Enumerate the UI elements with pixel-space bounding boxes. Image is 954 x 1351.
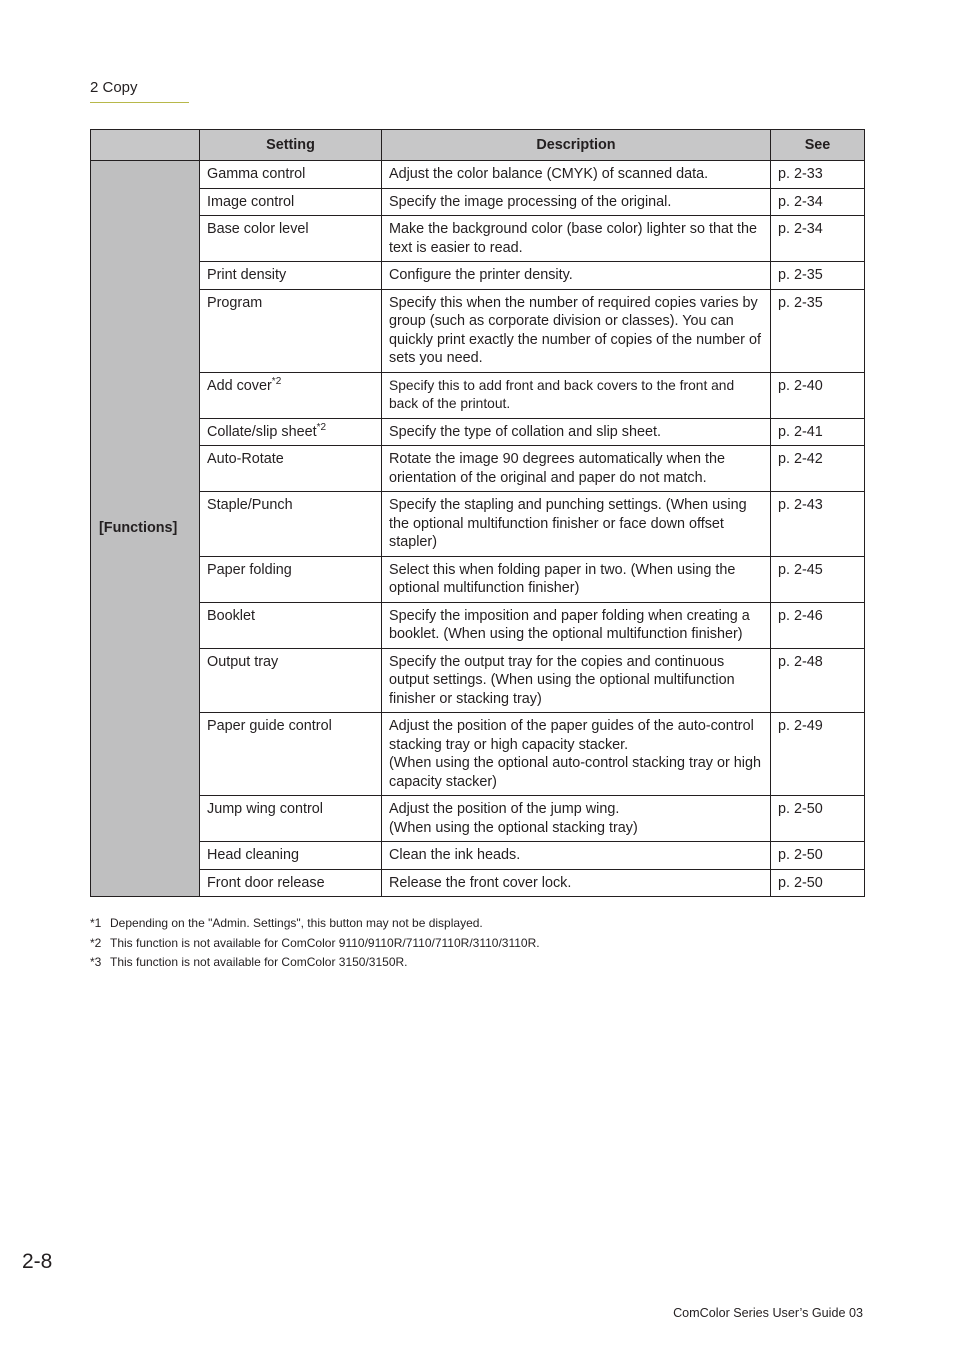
see-page-cell: p. 2-41	[771, 418, 865, 446]
see-page-cell: p. 2-50	[771, 796, 865, 842]
see-page-cell: p. 2-35	[771, 262, 865, 290]
setting-cell	[200, 602, 382, 648]
setting-name: Paper guide control	[207, 718, 332, 734]
footnote-text: This function is not available for ComColor 9110/9110R/7110/7110R/3110/3110R.	[110, 935, 540, 950]
description-cell: Make the background color (base color) lighter so that the text is easier to read.	[382, 216, 771, 262]
table-row	[91, 188, 865, 216]
description-cell: Specify the image processing of the original.	[382, 188, 771, 216]
functions-settings-table	[90, 129, 865, 897]
setting-name: Base color level	[207, 221, 309, 237]
table-header-row	[91, 130, 865, 161]
setting-name: Add cover	[207, 377, 272, 394]
footnote-mark: *1	[90, 916, 102, 930]
see-page-cell: p. 2-42	[771, 446, 865, 492]
see-page-cell: p. 2-49	[771, 713, 865, 796]
table-row	[91, 446, 865, 492]
setting-name: Image control	[207, 193, 295, 210]
setting-name: Print density	[207, 267, 287, 283]
description-cell: Clean the ink heads.	[382, 842, 771, 870]
section-header: 2 Copy	[90, 79, 138, 96]
setting-cell	[200, 556, 382, 602]
column-header-setting: Setting	[200, 130, 382, 161]
column-header-group	[91, 130, 200, 161]
description-cell: Specify the output tray for the copies and continuous output settings. (When using the optional multifunction finisher or stacking tray)	[382, 648, 771, 713]
column-header-see: See	[771, 130, 865, 161]
description-cell: Adjust the color balance (CMYK) of scanned data.	[382, 161, 771, 189]
setting-name: Head cleaning	[207, 847, 300, 863]
description-cell: Select this when folding paper in two. (When using the optional multifunction finisher)	[382, 556, 771, 602]
page-number: 2-8	[22, 1250, 53, 1273]
table-row	[91, 372, 865, 418]
table-row	[91, 216, 865, 262]
footnote	[90, 934, 540, 954]
setting-name: Jump wing control	[207, 801, 323, 817]
table-row	[91, 796, 865, 842]
footnote-text: This function is not available for ComColor 3150/3150R.	[110, 955, 408, 969]
setting-cell	[200, 262, 382, 290]
footnote-reference: *2	[271, 375, 282, 387]
description-cell: Configure the printer density.	[382, 262, 771, 290]
table-row	[91, 492, 865, 557]
functions-group-label: [Functions]	[91, 161, 200, 897]
description-cell: Release the front cover lock.	[382, 869, 771, 897]
footnote-reference: *2	[316, 421, 327, 433]
footnote-mark: *3	[90, 955, 102, 969]
setting-cell	[200, 648, 382, 713]
table-row	[91, 842, 865, 870]
setting-name: Front door release	[207, 874, 325, 891]
see-page-cell: p. 2-48	[771, 648, 865, 713]
table-row	[91, 289, 865, 372]
setting-name: Collate/slip sheet	[207, 423, 317, 440]
table-row	[91, 648, 865, 713]
setting-name: Staple/Punch	[207, 497, 293, 513]
description-cell: Specify the type of collation and slip sheet.	[382, 418, 771, 446]
setting-cell	[200, 842, 382, 870]
table-row	[91, 869, 865, 897]
setting-name: Auto-Rotate	[207, 451, 284, 467]
see-page-cell: p. 2-46	[771, 602, 865, 648]
see-page-cell: p. 2-35	[771, 289, 865, 372]
table-row	[91, 713, 865, 796]
section-header-rule	[90, 102, 189, 103]
setting-cell	[200, 492, 382, 557]
setting-cell	[200, 418, 382, 446]
see-page-cell: p. 2-34	[771, 216, 865, 262]
column-header-description: Description	[382, 130, 771, 161]
setting-name: Output tray	[207, 653, 279, 670]
setting-cell	[200, 796, 382, 842]
table-row	[91, 602, 865, 648]
see-page-cell: p. 2-45	[771, 556, 865, 602]
see-page-cell: p. 2-34	[771, 188, 865, 216]
see-page-cell: p. 2-50	[771, 869, 865, 897]
table-row	[91, 556, 865, 602]
description-cell: Specify this when the number of required copies varies by group (such as corporate division or classes). You can quickly print exactly the number of copies of the number of sets you need.	[382, 289, 771, 372]
setting-cell	[200, 713, 382, 796]
footer-guide-title: ComColor Series User’s Guide 03	[673, 1306, 863, 1320]
setting-cell	[200, 869, 382, 897]
see-page-cell: p. 2-50	[771, 842, 865, 870]
footnote	[90, 914, 540, 934]
table-row	[91, 418, 865, 446]
setting-cell	[200, 446, 382, 492]
footnotes	[90, 914, 540, 973]
see-page-cell: p. 2-43	[771, 492, 865, 557]
table-row	[91, 262, 865, 290]
footnote-mark: *2	[90, 935, 102, 950]
description-cell: Specify this to add front and back covers to the front and back of the printout.	[382, 372, 771, 418]
description-cell: Specify the stapling and punching settings. (When using the optional multifunction finisher or face down offset stapler)	[382, 492, 771, 557]
setting-cell	[200, 188, 382, 216]
setting-name: Paper folding	[207, 561, 292, 578]
footnote	[90, 953, 540, 973]
see-page-cell: p. 2-40	[771, 372, 865, 418]
setting-name: Gamma control	[207, 166, 306, 182]
footnote-text: Depending on the "Admin. Settings", this button may not be displayed.	[110, 916, 483, 930]
setting-cell	[200, 289, 382, 372]
see-page-cell: p. 2-33	[771, 161, 865, 189]
description-cell: Specify the imposition and paper folding when creating a booklet. (When using the optional multifunction finisher)	[382, 602, 771, 648]
setting-cell	[200, 372, 382, 418]
setting-cell	[200, 161, 382, 189]
setting-name: Booklet	[207, 607, 255, 624]
setting-cell	[200, 216, 382, 262]
description-cell: Adjust the position of the jump wing. (When using the optional stacking tray)	[382, 796, 771, 842]
description-cell: Rotate the image 90 degrees automatically when the orientation of the original and paper do not match.	[382, 446, 771, 492]
setting-name: Program	[207, 294, 263, 311]
table-row	[91, 161, 865, 189]
table-body	[91, 161, 865, 897]
description-cell: Adjust the position of the paper guides of the auto-control stacking tray or high capacity stacker. (When using the optional auto-control stacking tray or high capacity stacker)	[382, 713, 771, 796]
